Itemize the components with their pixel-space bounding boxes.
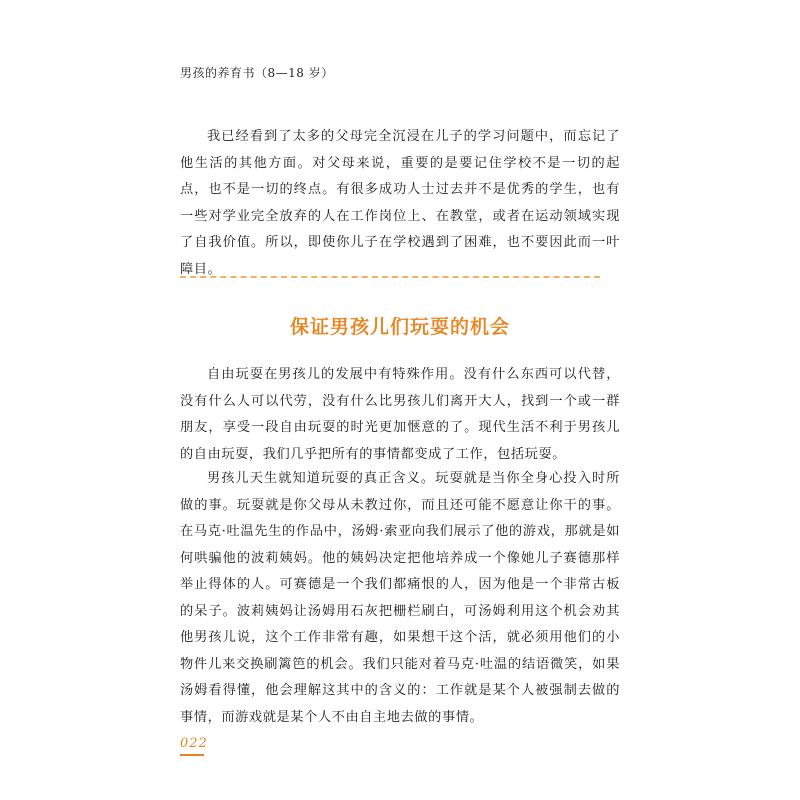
section-title: 保证男孩儿们玩耍的机会 xyxy=(289,316,510,338)
intro-paragraph: 我已经看到了太多的父母完全沉浸在儿子的学习问题中，而忘记了他生活的其他方面。对父母来说，重要的是要记住学校不是一切的起点，也不是一切的终点。有很多成功人士过去并不是优秀的学生，也有一些对学业完全放弃的人在工作岗位上、在教堂，或者在运动领域实现了自我价值。所以，即使你儿子在学校遇到了困难，也不要因此而一叶障目。 xyxy=(180,129,620,277)
body-paragraph: 男孩儿天生就知道玩耍的真正含义。玩耍就是当你全身心投入时所做的事。玩耍就是你父母从未教过你，而且还可能不愿意让你干的事。在马克·吐温先生的作品中，汤姆·索亚向我们展示了他的游戏，那就是如何哄骗他的波莉姨妈。他的姨妈决定把他培养成一个像她儿子赛德那样举止得体的人。可赛德是一个我们都痛恨的人，因为他是一个非常古板的呆子。波莉姨妈让汤姆用石灰把栅栏刷白，可汤姆利用这个机会劝其他男孩儿说，这个工作非常有趣，如果想干这个活，就必须用他们的小物件儿来交换刷篱笆的机会。我们只能对着马克·吐温的结语微笑，如果汤姆看得懂，他会理解这其中的含义的：工作就是某个人被强制去做的事情，而游戏就是某个人不由自主地去做的事情。 xyxy=(180,471,620,725)
page-number-underline xyxy=(180,754,204,756)
body-paragraph: 自由玩耍在男孩儿的发展中有特殊作用。没有什么东西可以代替，没有什么人可以代劳，没有什么比男孩儿们离开大人，找到一个或一群朋友，享受一段自由玩耍的时光更加惬意的了。现代生活不利于男孩儿的自由玩耍，我们几乎把所有的事情都变成了工作，包括玩耍。 xyxy=(180,367,620,462)
page-number: 022 xyxy=(180,736,208,751)
dashed-divider xyxy=(180,276,600,278)
running-header: 男孩的养育书（8—18 岁） xyxy=(180,66,334,80)
